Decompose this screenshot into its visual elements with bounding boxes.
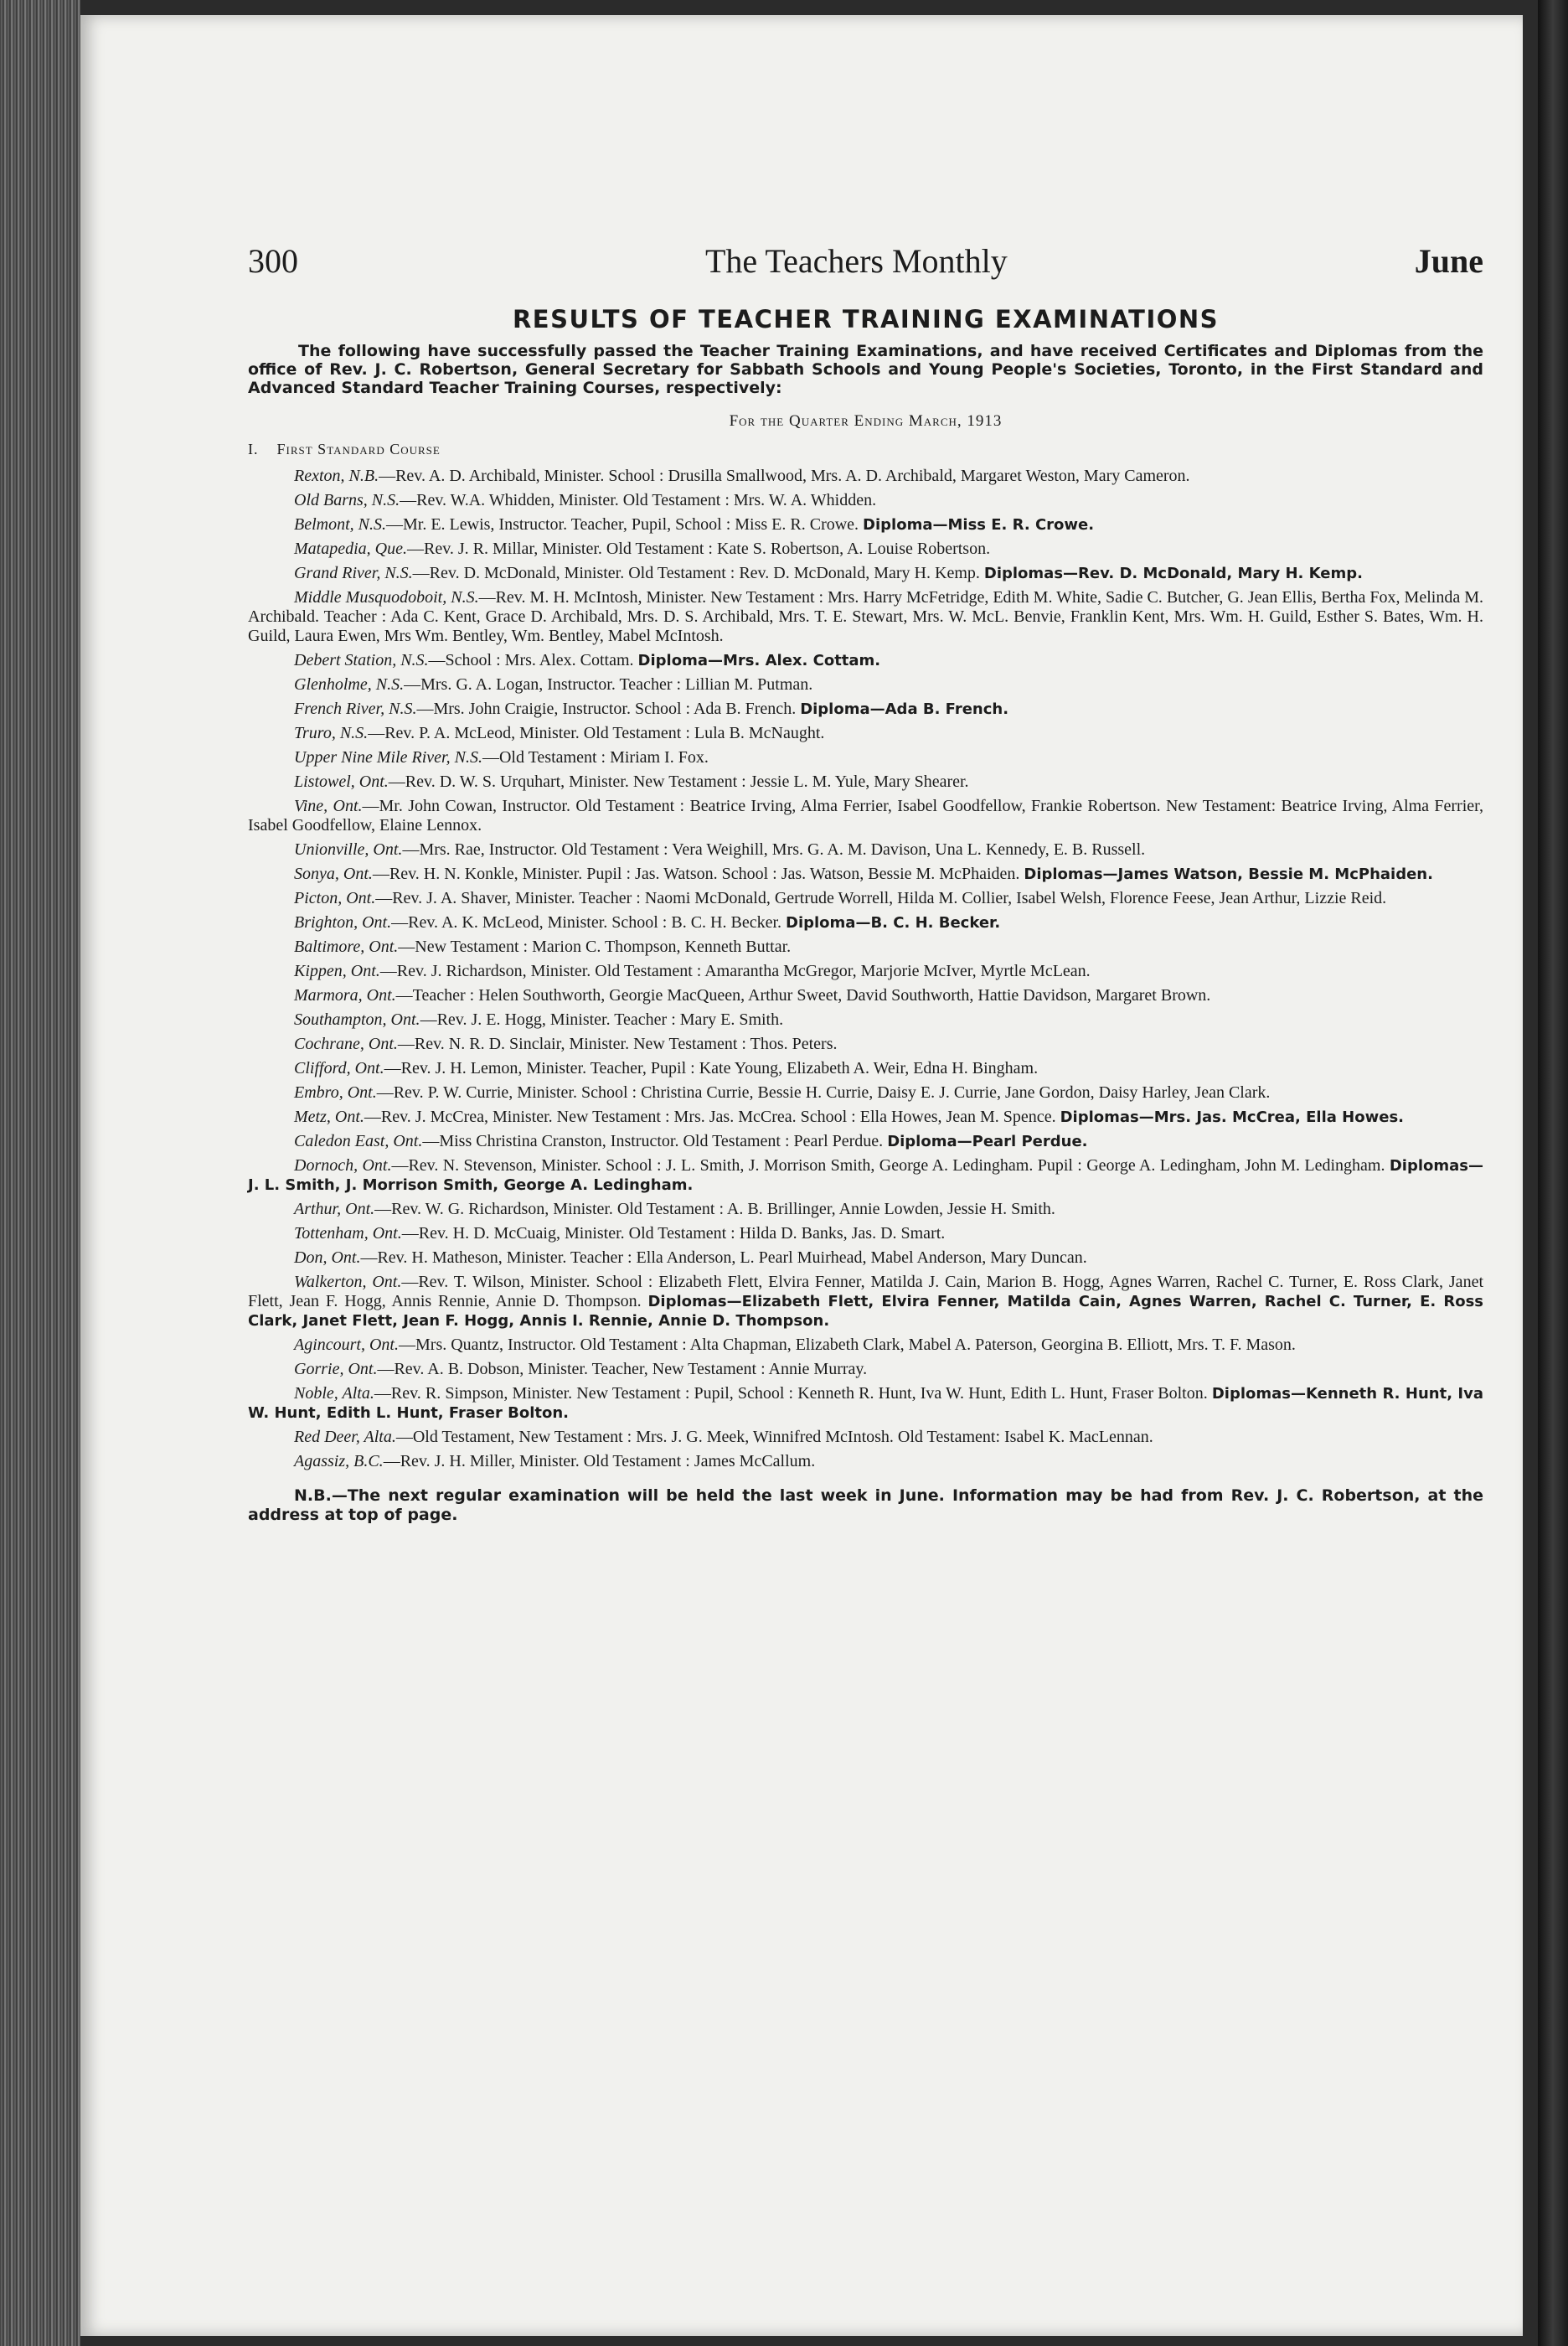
result-entry: [248, 1224, 1483, 1243]
entry-diploma: Diplomas—J. L. Smith, J. Morrison Smith, George A. Ledingham.: [248, 1157, 1484, 1194]
result-entry: [248, 962, 1483, 981]
result-entry: [248, 865, 1483, 884]
entry-place: Brighton, Ont.: [294, 913, 392, 932]
entry-diploma: Diploma—Ada B. French.: [800, 700, 1009, 718]
entry-details: —Rev. N. R. D. Sinclair, Minister. New Testament : Thos. Peters.: [397, 1035, 838, 1053]
result-entry: [248, 588, 1483, 646]
result-entry: [248, 1083, 1483, 1103]
result-entry: [248, 1156, 1483, 1195]
entry-place: Unionville, Ont.: [294, 840, 403, 859]
entry-place: Red Deer, Alta.: [294, 1428, 396, 1446]
entry-details: —Mr. John Cowan, Instructor. Old Testament : Beatrice Irving, Alma Ferrier, Isabel Goodfellow, Frankie Robertson. New Testament: Beatrice Irving, Alma Ferrier, Isabel Goodfellow, Elaine Lennox.: [248, 797, 1483, 835]
entry-place: French River, N.S.: [294, 700, 417, 718]
entry-place: Agassiz, B.C.: [294, 1452, 384, 1470]
entry-place: Listowel, Ont.: [294, 773, 389, 791]
entry-place: Cochrane, Ont.: [294, 1035, 398, 1053]
section-number: I.: [248, 441, 259, 457]
result-entry: [248, 773, 1483, 792]
result-entry: [248, 889, 1483, 908]
entry-details: —Rev. H. D. McCuaig, Minister. Old Testament : Hilda D. Banks, Jas. D. Smart.: [401, 1224, 946, 1243]
entry-details: —Rev. A. D. Archibald, Minister. School : Drusilla Smallwood, Mrs. A. D. Archibald, Margaret Weston, Mary Cameron.: [379, 467, 1190, 485]
entry-details: —Teacher : Helen Southworth, Georgie MacQueen, Arthur Sweet, David Southworth, Hattie Davidson, Margaret Brown.: [395, 986, 1211, 1005]
entry-details: —Rev. N. Stevenson, Minister. School : J. L. Smith, J. Morrison Smith, George A. Ledingham. Pupil : George A. Ledingham, John M. Ledingham.: [391, 1156, 1385, 1175]
entry-details: —Mrs. G. A. Logan, Instructor. Teacher : Lillian M. Putman.: [404, 675, 813, 694]
entry-details: —Rev. J. McCrea, Minister. New Testament : Mrs. Jas. McCrea. School : Ella Howes, Jean M. Spence.: [364, 1108, 1056, 1126]
entry-place: Belmont, N.S.: [294, 515, 386, 534]
entry-details: —Rev. J. A. Shaver, Minister. Teacher : Naomi McDonald, Gertrude Worrell, Hilda M. Collier, Isabel Welsh, Florence Feese, Jean Arthur, Lizzie Reid.: [375, 889, 1387, 907]
result-entry: [248, 675, 1483, 695]
result-entry: [248, 748, 1483, 767]
entry-place: Agincourt, Ont.: [294, 1336, 399, 1354]
entry-place: Glenholme, N.S.: [294, 675, 405, 694]
result-entry: [248, 1452, 1483, 1471]
entry-details: —Mrs. John Craigie, Instructor. School : Ada B. French.: [416, 700, 797, 718]
entry-details: —Rev. M. H. McIntosh, Minister. New Testament : Mrs. Harry McFetridge, Edith M. White, Sadie C. Butcher, G. Jean Ellis, Bertha Fox, Melinda M. Archibald. Teacher : Ada C. Kent, Grace D. Archibald, Mrs. D. S. Archibald, Mrs. T. E. Stewart, Mrs. W. McL. Benvie, Franklin Kent, Mrs. Wm. H. Guild, Esther S. Bates, Wm. H. Guild, Laura Ewen, Mrs Wm. Bentley, Wm. Bentley, Mabel McIntosh.: [248, 588, 1484, 645]
facing-page-edge: [1538, 0, 1568, 2346]
result-entry: [248, 540, 1483, 559]
entry-details: —Rev. H. Matheson, Minister. Teacher : Ella Anderson, L. Pearl Muirhead, Mabel Anderson, Mary Duncan.: [360, 1248, 1087, 1267]
result-entry: [248, 840, 1483, 860]
results-list: [248, 467, 1483, 1471]
entry-place: Truro, N.S.: [294, 724, 369, 742]
entry-details: —Rev. D. W. S. Urquhart, Minister. New Testament : Jessie L. M. Yule, Mary Shearer.: [388, 773, 969, 791]
entry-place: Debert Station, N.S.: [294, 651, 429, 669]
entry-details: —Rev. H. N. Konkle, Minister. Pupil : Jas. Watson. School : Jas. Watson, Bessie M. McPhaiden.: [372, 865, 1020, 883]
result-entry: [248, 467, 1483, 486]
entry-place: Sonya, Ont.: [294, 865, 373, 883]
entry-diploma: Diploma—B. C. H. Becker.: [786, 914, 1001, 932]
entry-place: Metz, Ont.: [294, 1108, 364, 1126]
book-page: [80, 15, 1523, 2336]
entry-diploma: Diplomas—Elizabeth Flett, Elvira Fenner, Matilda Cain, Agnes Warren, Rachel C. Turner, E. Ross Clark, Janet Flett, Jean F. Hogg, Annis I. Rennie, Annie D. Thompson.: [248, 1293, 1483, 1330]
article-intro: The following have successfully passed the Teacher Training Examinations, and have received Certificates and Diplomas from the office of Rev. J. C. Robertson, General Secretary for Sabbath Schools and Young People's Societies, Toronto, in the First Standard and Advanced Standard Teacher Training Courses, respectively:: [248, 342, 1483, 397]
entry-place: Caledon East, Ont.: [294, 1132, 423, 1150]
entry-place: Don, Ont.: [294, 1248, 361, 1267]
result-entry: [248, 1010, 1483, 1030]
entry-details: —Rev. D. McDonald, Minister. Old Testament : Rev. D. McDonald, Mary H. Kemp.: [412, 564, 980, 582]
result-entry: [248, 1360, 1483, 1379]
page-content: [248, 241, 1483, 1525]
entry-diploma: Diplomas—Kenneth R. Hunt, Iva W. Hunt, Edith L. Hunt, Fraser Bolton.: [248, 1385, 1484, 1422]
publication-title: The Teachers Monthly: [704, 242, 1008, 280]
entry-place: Picton, Ont.: [294, 889, 376, 907]
entry-place: Noble, Alta.: [294, 1384, 374, 1403]
entry-place: Embro, Ont.: [294, 1083, 377, 1102]
entry-place: Walkerton, Ont.: [294, 1273, 402, 1291]
result-entry: [248, 1248, 1483, 1268]
result-entry: [248, 1336, 1483, 1355]
entry-details: —Rev. J. E. Hogg, Minister. Teacher : Mary E. Smith.: [420, 1010, 784, 1029]
result-entry: [248, 1273, 1483, 1331]
entry-place: Vine, Ont.: [294, 797, 363, 815]
result-entry: [248, 1059, 1483, 1078]
entry-place: Clifford, Ont.: [294, 1059, 384, 1077]
entry-details: —Rev. R. Simpson, Minister. New Testament : Pupil, School : Kenneth R. Hunt, Iva W. Hunt, Edith L. Hunt, Fraser Bolton.: [374, 1384, 1208, 1403]
result-entry: [248, 1132, 1483, 1151]
entry-details: —Rev. J. Richardson, Minister. Old Testament : Amarantha McGregor, Marjorie McIver, Myrtle McLean.: [379, 962, 1091, 980]
section-title: First Standard Course: [276, 441, 441, 457]
result-entry: [248, 515, 1483, 535]
entry-place: Matapedia, Que.: [294, 540, 407, 558]
entry-place: Baltimore, Ont.: [294, 938, 399, 956]
entry-details: —Mrs. Rae, Instructor. Old Testament : Vera Weighill, Mrs. G. A. M. Davison, Una L. Kennedy, E. B. Russell.: [402, 840, 1146, 859]
entry-place: Tottenham, Ont.: [294, 1224, 402, 1243]
quarter-heading: For the Quarter Ending March, 1913: [729, 412, 1003, 430]
entry-place: Southampton, Ont.: [294, 1010, 420, 1029]
entry-details: —Rev. A. B. Dobson, Minister. Teacher, New Testament : Annie Murray.: [377, 1360, 868, 1378]
entry-details: —Rev. T. Wilson, Minister. School : Elizabeth Flett, Elvira Fenner, Matilda J. Cain, Marion B. Hogg, Agnes Warren, Rachel C. Turner, E. Ross Clark, Janet Flett, Jean F. Hogg, Annis Rennie, Annie D. Thompson.: [248, 1273, 1483, 1310]
result-entry: [248, 913, 1483, 933]
entry-place: Kippen, Ont.: [294, 962, 380, 980]
section-heading: [248, 441, 1483, 458]
result-entry: [248, 724, 1483, 743]
entry-details: —Rev. J. R. Millar, Minister. Old Testament : Kate S. Robertson, A. Louise Robertson.: [406, 540, 991, 558]
result-entry: [248, 1108, 1483, 1127]
entry-details: —School : Mrs. Alex. Cottam.: [428, 651, 634, 669]
result-entry: [248, 1384, 1483, 1423]
entry-details: —Old Testament : Miriam I. Fox.: [482, 748, 709, 767]
entry-diploma: Diploma—Pearl Perdue.: [887, 1133, 1088, 1150]
entry-place: Upper Nine Mile River, N.S.: [294, 748, 482, 767]
entry-place: Rexton, N.B.: [294, 467, 379, 485]
entry-diploma: Diploma—Mrs. Alex. Cottam.: [637, 652, 881, 669]
entry-place: Middle Musquodoboit, N.S.: [294, 588, 479, 607]
entry-details: —Mrs. Quantz, Instructor. Old Testament : Alta Chapman, Elizabeth Clark, Mabel A. Paterson, Georgina B. Elliott, Mrs. T. F. Mason.: [399, 1336, 1296, 1354]
result-entry: [248, 564, 1483, 583]
entry-details: —Rev. W. G. Richardson, Minister. Old Testament : A. B. Brillinger, Annie Lowden, Jessie H. Smith.: [374, 1200, 1055, 1218]
result-entry: [248, 797, 1483, 835]
page-number: 300: [248, 242, 298, 280]
exam-note: N.B.—The next regular examination will be held the last week in June. Information may be had from Rev. J. C. Robertson, at the address at top of page.: [248, 1486, 1483, 1524]
result-entry: [248, 651, 1483, 670]
result-entry: [248, 986, 1483, 1005]
entry-diploma: Diplomas—Rev. D. McDonald, Mary H. Kemp.: [983, 565, 1363, 582]
entry-place: Marmora, Ont.: [294, 986, 396, 1005]
result-entry: [248, 1035, 1483, 1054]
entry-details: —Mr. E. Lewis, Instructor. Teacher, Pupil, School : Miss E. R. Crowe.: [386, 515, 859, 534]
entry-place: Dornoch, Ont.: [294, 1156, 392, 1175]
entry-details: —Rev. W.A. Whidden, Minister. Old Testament : Mrs. W. A. Whidden.: [400, 491, 877, 509]
entry-details: —New Testament : Marion C. Thompson, Kenneth Buttar.: [398, 938, 792, 956]
entry-details: —Rev. A. K. McLeod, Minister. School : B. C. H. Becker.: [391, 913, 782, 932]
entry-diploma: Diplomas—James Watson, Bessie M. McPhaiden.: [1024, 866, 1433, 883]
issue-month: June: [1414, 242, 1483, 280]
entry-details: —Miss Christina Cranston, Instructor. Old Testament : Pearl Perdue.: [422, 1132, 884, 1150]
result-entry: [248, 1200, 1483, 1219]
entry-details: —Rev. P. A. McLeod, Minister. Old Testament : Lula B. McNaught.: [368, 724, 825, 742]
result-entry: [248, 938, 1483, 957]
book-page-edges: [0, 0, 80, 2346]
entry-details: —Old Testament, New Testament : Mrs. J. G. Meek, Winnifred McIntosh. Old Testament: Isabel K. MacLennan.: [395, 1428, 1153, 1446]
entry-diploma: Diploma—Miss E. R. Crowe.: [863, 516, 1095, 534]
entry-details: —Rev. P. W. Currie, Minister. School : Christina Currie, Bessie H. Currie, Daisy E. J. Currie, Jane Gordon, Daisy Harley, Jean Clark.: [376, 1083, 1271, 1102]
entry-place: Grand River, N.S.: [294, 564, 413, 582]
result-entry: [248, 700, 1483, 719]
entry-diploma: Diplomas—Mrs. Jas. McCrea, Ella Howes.: [1060, 1108, 1404, 1126]
entry-place: Gorrie, Ont.: [294, 1360, 378, 1378]
result-entry: [248, 491, 1483, 510]
entry-details: —Rev. J. H. Lemon, Minister. Teacher, Pupil : Kate Young, Elizabeth A. Weir, Edna H. Bingham.: [384, 1059, 1039, 1077]
running-head: [248, 241, 1483, 283]
result-entry: [248, 1428, 1483, 1447]
entry-place: Arthur, Ont.: [294, 1200, 375, 1218]
article-headline: RESULTS OF TEACHER TRAINING EXAMINATIONS: [512, 305, 1220, 333]
entry-details: —Rev. J. H. Miller, Minister. Old Testament : James McCallum.: [383, 1452, 816, 1470]
entry-place: Old Barns, N.S.: [294, 491, 400, 509]
